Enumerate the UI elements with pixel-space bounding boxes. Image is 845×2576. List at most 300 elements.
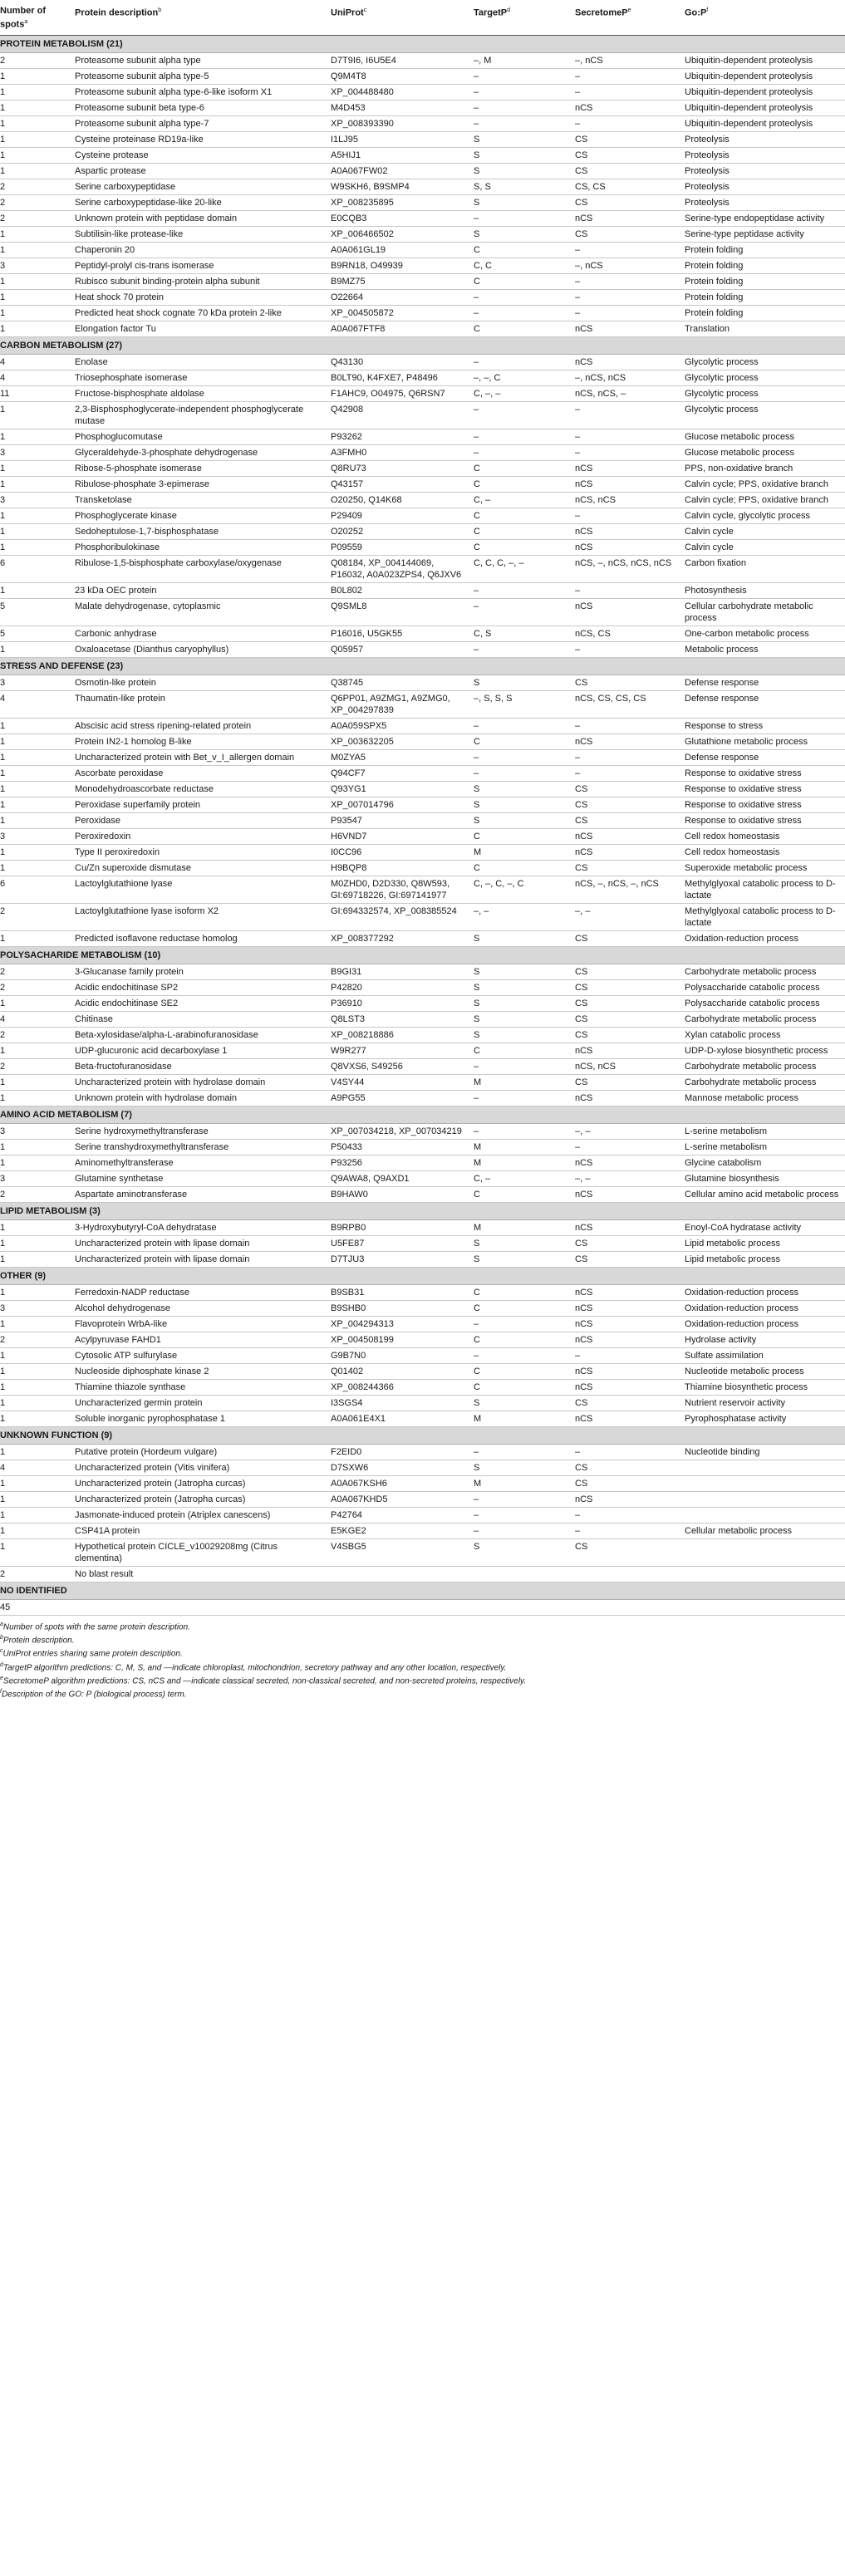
cell-description: CSP41A protein (75, 1523, 331, 1538)
cell-gop: Glycolytic process (685, 370, 845, 385)
section-title: NO IDENTIFIED (0, 1582, 845, 1599)
cell-targetp: – (474, 582, 575, 598)
table-row (0, 68, 845, 84)
table-row (0, 1011, 845, 1027)
cell-uniprot: E5KGE2 (331, 1523, 474, 1538)
cell-targetp: S (474, 964, 575, 979)
cell-gop: Calvin cycle; PPS, oxidative branch (685, 476, 845, 492)
cell-targetp: C, – (474, 1170, 575, 1186)
cell-secretomep: nCS (575, 354, 685, 370)
section-title: POLYSACHARIDE METABOLISM (10) (0, 946, 845, 964)
cell-gop: Cellular amino acid metabolic process (685, 1186, 845, 1202)
cell-gop: Cellular metabolic process (685, 1523, 845, 1538)
cell-secretomep: nCS, nCS (575, 1058, 685, 1074)
cell-secretomep: nCS (575, 1332, 685, 1347)
cell-targetp: – (474, 305, 575, 321)
table-row (0, 598, 845, 626)
cell-description: Peroxidase superfamily protein (75, 797, 331, 812)
table-row (0, 1300, 845, 1316)
cell-gop: Cellular carbohydrate metabolic process (685, 598, 845, 626)
cell-gop: Polysaccharide catabolic process (685, 979, 845, 995)
table-row (0, 539, 845, 555)
cell-uniprot (331, 1566, 474, 1582)
cell-targetp: – (474, 210, 575, 226)
cell-secretomep: nCS (575, 598, 685, 626)
cell-spots: 11 (0, 385, 75, 401)
cell-description: Peroxidase (75, 812, 331, 828)
cell-targetp: S (474, 1235, 575, 1251)
cell-targetp: S (474, 163, 575, 179)
cell-gop: Superoxide metabolic process (685, 860, 845, 876)
cell-targetp: – (474, 1444, 575, 1460)
cell-secretomep: CS (575, 1460, 685, 1475)
cell-uniprot: Q8RU73 (331, 460, 474, 476)
cell-secretomep: – (575, 1347, 685, 1363)
cell-gop: Translation (685, 321, 845, 336)
cell-spots: 2 (0, 52, 75, 68)
cell-gop: Carbohydrate metabolic process (685, 1011, 845, 1027)
cell-secretomep: CS (575, 995, 685, 1011)
section-title: CARBON METABOLISM (27) (0, 336, 845, 354)
cell-targetp: S (474, 226, 575, 242)
cell-targetp: C (474, 242, 575, 258)
cell-uniprot: I1LJ95 (331, 131, 474, 147)
cell-description: Beta-xylosidase/alpha-L-arabinofuranosidase (75, 1027, 331, 1043)
cell-secretomep: – (575, 401, 685, 429)
table-row (0, 1316, 845, 1332)
cell-spots: 1 (0, 84, 75, 100)
cell-description: Soluble inorganic pyrophosphatase 1 (75, 1411, 331, 1426)
cell-spots: 1 (0, 163, 75, 179)
cell-targetp: – (474, 429, 575, 444)
cell-spots: 2 (0, 1566, 75, 1582)
cell-secretomep: CS (575, 1395, 685, 1411)
cell-spots: 1 (0, 115, 75, 131)
cell-secretomep: CS (575, 860, 685, 876)
cell-secretomep: nCS (575, 1186, 685, 1202)
cell-uniprot: P16016, U5GK55 (331, 626, 474, 641)
cell-uniprot: XP_008235895 (331, 194, 474, 210)
cell-description: Aminomethyltransferase (75, 1155, 331, 1170)
cell-secretomep: – (575, 508, 685, 523)
cell-description: Thaumatin-like protein (75, 690, 331, 718)
cell-uniprot: D7TJU3 (331, 1251, 474, 1267)
cell-description: Cytosolic ATP sulfurylase (75, 1347, 331, 1363)
cell-spots: 1 (0, 131, 75, 147)
cell-targetp: –, – (474, 903, 575, 930)
cell-spots: 1 (0, 460, 75, 476)
cell-targetp: C (474, 273, 575, 289)
cell-spots: 3 (0, 492, 75, 508)
table-row (0, 476, 845, 492)
cell-secretomep: nCS, CS (575, 626, 685, 641)
header-uniprot: UniProt$^c$ (331, 3, 474, 35)
cell-uniprot: H6VND7 (331, 828, 474, 844)
cell-uniprot: XP_007034218, XP_007034219 (331, 1123, 474, 1139)
table-row (0, 1379, 845, 1395)
cell-secretomep: CS (575, 1251, 685, 1267)
cell-targetp: M (474, 1411, 575, 1426)
table-row (0, 242, 845, 258)
cell-spots: 5 (0, 626, 75, 641)
cell-spots: 2 (0, 194, 75, 210)
cell-secretomep: – (575, 242, 685, 258)
cell-spots: 2 (0, 1058, 75, 1074)
cell-gop: Glycolytic process (685, 354, 845, 370)
cell-spots: 1 (0, 844, 75, 860)
cell-targetp: S (474, 797, 575, 812)
table-row (0, 147, 845, 163)
table-row (0, 226, 845, 242)
header-spots: Number of spots$^a$ (0, 3, 75, 35)
table-row (0, 52, 845, 68)
table-row (0, 876, 845, 903)
cell-gop: Glutathione metabolic process (685, 734, 845, 749)
cell-gop: Mannose metabolic process (685, 1090, 845, 1106)
cell-gop: Protein folding (685, 258, 845, 273)
cell-gop: Lipid metabolic process (685, 1251, 845, 1267)
cell-gop: UDP-D-xylose biosynthetic process (685, 1043, 845, 1058)
table-row (0, 781, 845, 797)
cell-description: Fructose-bisphosphate aldolase (75, 385, 331, 401)
cell-uniprot: B9RPB0 (331, 1219, 474, 1235)
cell-uniprot: B9SHB0 (331, 1300, 474, 1316)
cell-description: Beta-fructofuranosidase (75, 1058, 331, 1074)
table-row (0, 370, 845, 385)
cell-description: Unknown protein with peptidase domain (75, 210, 331, 226)
cell-uniprot: B9SB31 (331, 1284, 474, 1300)
cell-secretomep: nCS (575, 1090, 685, 1106)
cell-uniprot: O20250, Q14K68 (331, 492, 474, 508)
cell-gop: Glutamine biosynthesis (685, 1170, 845, 1186)
table-row (0, 194, 845, 210)
table-row (0, 626, 845, 641)
cell-secretomep: nCS, nCS, – (575, 385, 685, 401)
table-row (0, 844, 845, 860)
cell-targetp (474, 1566, 575, 1582)
cell-uniprot: M0ZHD0, D2D330, Q8W593, GI:69718226, GI:697141977 (331, 876, 474, 903)
header-gop: $Go:P^f$ (685, 3, 845, 35)
cell-uniprot: B9MZ75 (331, 273, 474, 289)
cell-secretomep: CS (575, 1235, 685, 1251)
cell-gop: Carbohydrate metabolic process (685, 1074, 845, 1090)
cell-description: Uncharacterized germin protein (75, 1395, 331, 1411)
footnote (0, 1673, 845, 1686)
cell-spots: 1 (0, 641, 75, 657)
footnote-text: Number of spots with the same protein description. (2, 1622, 191, 1631)
cell-uniprot: M4D453 (331, 100, 474, 115)
cell-uniprot: B9HAW0 (331, 1186, 474, 1202)
cell-description: Ribulose-1,5-bisphosphate carboxylase/oxygenase (75, 555, 331, 582)
cell-targetp: – (474, 1523, 575, 1538)
cell-description: Thiamine thiazole synthase (75, 1379, 331, 1395)
cell-secretomep: nCS (575, 539, 685, 555)
cell-secretomep: – (575, 273, 685, 289)
cell-secretomep: CS (575, 1074, 685, 1090)
cell-uniprot: XP_008218886 (331, 1027, 474, 1043)
table-row (0, 860, 845, 876)
footnote-marker: d (0, 1661, 3, 1668)
cell-uniprot: XP_006466502 (331, 226, 474, 242)
cell-secretomep: CS (575, 964, 685, 979)
section-header (0, 336, 845, 354)
table-row (0, 1155, 845, 1170)
section-header (0, 1106, 845, 1123)
cell-gop: Cell redox homeostasis (685, 844, 845, 860)
table-row (0, 1027, 845, 1043)
cell-uniprot: P29409 (331, 508, 474, 523)
cell-secretomep: – (575, 1523, 685, 1538)
cell-uniprot: A3FMH0 (331, 444, 474, 460)
cell-secretomep: CS (575, 226, 685, 242)
cell-spots: 1 (0, 1235, 75, 1251)
cell-spots: 3 (0, 444, 75, 460)
cell-uniprot: A0A067FW02 (331, 163, 474, 179)
cell-spots: 1 (0, 508, 75, 523)
cell-uniprot: XP_004508199 (331, 1332, 474, 1347)
footnote-text: Description of the GO: P (biological process) term. (1, 1690, 187, 1700)
cell-secretomep: CS (575, 1475, 685, 1491)
table-row (0, 163, 845, 179)
cell-targetp: S (474, 1027, 575, 1043)
cell-gop (685, 1491, 845, 1507)
cell-secretomep: –, – (575, 1123, 685, 1139)
cell-spots: 3 (0, 675, 75, 690)
table-row (0, 115, 845, 131)
cell-uniprot: P09559 (331, 539, 474, 555)
cell-description: Elongation factor Tu (75, 321, 331, 336)
cell-description: Uncharacterized protein with hydrolase domain (75, 1074, 331, 1090)
cell-secretomep: nCS (575, 1284, 685, 1300)
cell-gop: L-serine metabolism (685, 1123, 845, 1139)
cell-targetp: S (474, 194, 575, 210)
cell-targetp: S (474, 147, 575, 163)
footnote-marker: e (0, 1675, 3, 1681)
cell-uniprot: P42764 (331, 1507, 474, 1523)
cell-spots: 2 (0, 210, 75, 226)
cell-gop: Glucose metabolic process (685, 444, 845, 460)
cell-uniprot: A0A061GL19 (331, 242, 474, 258)
cell-description: Ascorbate peroxidase (75, 765, 331, 781)
cell-description: Proteasome subunit alpha type-5 (75, 68, 331, 84)
cell-spots: 1 (0, 1491, 75, 1507)
cell-gop: Oxidation-reduction process (685, 1300, 845, 1316)
cell-secretomep: CS (575, 1011, 685, 1027)
cell-spots: 2 (0, 979, 75, 995)
cell-gop: Glucose metabolic process (685, 429, 845, 444)
cell-gop: Polysaccharide catabolic process (685, 995, 845, 1011)
footnote-text: UniProt entries sharing same protein description. (2, 1649, 183, 1659)
cell-spots: 45 (0, 1599, 75, 1615)
cell-secretomep: – (575, 641, 685, 657)
cell-description: UDP-glucuronic acid decarboxylase 1 (75, 1043, 331, 1058)
table-row (0, 1411, 845, 1426)
table-row (0, 1538, 845, 1566)
table-row (0, 903, 845, 930)
cell-spots: 2 (0, 1186, 75, 1202)
cell-spots: 1 (0, 1379, 75, 1395)
table-row (0, 354, 845, 370)
cell-spots: 1 (0, 1363, 75, 1379)
cell-targetp: M (474, 1074, 575, 1090)
table-row (0, 429, 845, 444)
cell-description: Glutamine synthetase (75, 1170, 331, 1186)
cell-description: Acylpyruvase FAHD1 (75, 1332, 331, 1347)
table-row (0, 1347, 845, 1363)
cell-targetp: – (474, 68, 575, 84)
cell-gop: Calvin cycle; PPS, oxidative branch (685, 492, 845, 508)
cell-targetp: C (474, 828, 575, 844)
cell-spots: 1 (0, 1395, 75, 1411)
cell-secretomep: nCS (575, 828, 685, 844)
footnote-marker: c (0, 1648, 3, 1655)
cell-targetp: S (474, 1011, 575, 1027)
cell-secretomep: CS (575, 797, 685, 812)
footnote (0, 1686, 845, 1700)
cell-targetp: S, S (474, 179, 575, 194)
cell-targetp: S (474, 995, 575, 1011)
cell-secretomep: –, nCS (575, 258, 685, 273)
cell-secretomep: –, – (575, 1170, 685, 1186)
cell-uniprot: Q01402 (331, 1363, 474, 1379)
cell-uniprot: W9R277 (331, 1043, 474, 1058)
cell-spots: 3 (0, 1300, 75, 1316)
table-row (0, 1491, 845, 1507)
cell-spots: 1 (0, 1347, 75, 1363)
cell-targetp: – (474, 718, 575, 734)
table-body (0, 35, 845, 1615)
cell-secretomep: CS (575, 1027, 685, 1043)
cell-targetp: – (474, 598, 575, 626)
cell-secretomep (575, 1599, 685, 1615)
cell-gop: Nucleotide metabolic process (685, 1363, 845, 1379)
cell-spots: 4 (0, 690, 75, 718)
cell-secretomep: – (575, 289, 685, 305)
cell-uniprot: Q43130 (331, 354, 474, 370)
cell-uniprot: XP_008393390 (331, 115, 474, 131)
cell-spots: 6 (0, 555, 75, 582)
section-title: AMINO ACID METABOLISM (7) (0, 1106, 845, 1123)
cell-spots: 1 (0, 100, 75, 115)
cell-gop: Glycine catabolism (685, 1155, 845, 1170)
cell-secretomep: CS (575, 930, 685, 946)
section-header (0, 1202, 845, 1219)
cell-description: Lactoylglutathione lyase isoform X2 (75, 903, 331, 930)
cell-uniprot: Q93YG1 (331, 781, 474, 797)
cell-gop (685, 1475, 845, 1491)
cell-secretomep: nCS (575, 1411, 685, 1426)
cell-spots: 1 (0, 305, 75, 321)
table-row (0, 321, 845, 336)
cell-spots: 1 (0, 1411, 75, 1426)
table-row (0, 749, 845, 765)
cell-spots: 1 (0, 242, 75, 258)
cell-gop: Nucleotide binding (685, 1444, 845, 1460)
cell-spots: 1 (0, 812, 75, 828)
cell-gop: Hydrolase activity (685, 1332, 845, 1347)
cell-gop: Calvin cycle, glycolytic process (685, 508, 845, 523)
cell-description: Alcohol dehydrogenase (75, 1300, 331, 1316)
cell-uniprot: O22664 (331, 289, 474, 305)
cell-spots: 1 (0, 321, 75, 336)
cell-targetp: M (474, 844, 575, 860)
cell-uniprot: XP_004488480 (331, 84, 474, 100)
cell-targetp: – (474, 115, 575, 131)
cell-targetp: M (474, 1219, 575, 1235)
table-row (0, 523, 845, 539)
table-row (0, 1507, 845, 1523)
cell-targetp: – (474, 354, 575, 370)
table-row (0, 964, 845, 979)
table-row (0, 979, 845, 995)
cell-uniprot: XP_004505872 (331, 305, 474, 321)
table-row (0, 582, 845, 598)
cell-gop: Proteolysis (685, 131, 845, 147)
table-row (0, 1219, 845, 1235)
cell-targetp: C (474, 734, 575, 749)
cell-gop: Oxidation-reduction process (685, 930, 845, 946)
cell-description: Sedoheptulose-1,7-bisphosphatase (75, 523, 331, 539)
table-row (0, 84, 845, 100)
cell-secretomep: nCS (575, 1316, 685, 1332)
cell-spots: 2 (0, 1332, 75, 1347)
cell-uniprot: M0ZYA5 (331, 749, 474, 765)
cell-targetp: C, C (474, 258, 575, 273)
table-row (0, 1235, 845, 1251)
cell-targetp: C, – (474, 492, 575, 508)
cell-secretomep: CS (575, 163, 685, 179)
cell-targetp: M (474, 1139, 575, 1155)
cell-description: Osmotin-like protein (75, 675, 331, 690)
footnote (0, 1619, 845, 1632)
section-title: STRESS AND DEFENSE (23) (0, 657, 845, 675)
cell-spots: 1 (0, 1219, 75, 1235)
table-row (0, 1123, 845, 1139)
cell-uniprot: I0CC96 (331, 844, 474, 860)
cell-uniprot: O20252 (331, 523, 474, 539)
cell-secretomep (575, 1566, 685, 1582)
footnote-marker: b (0, 1634, 3, 1641)
cell-gop: Ubiquitin-dependent proteolysis (685, 84, 845, 100)
cell-description: Monodehydroascorbate reductase (75, 781, 331, 797)
cell-secretomep: nCS (575, 1219, 685, 1235)
cell-secretomep: nCS (575, 1363, 685, 1379)
cell-targetp: – (474, 1507, 575, 1523)
cell-targetp: S (474, 1251, 575, 1267)
cell-description: Peroxiredoxin (75, 828, 331, 844)
cell-gop (685, 1599, 845, 1615)
cell-targetp: C, –, – (474, 385, 575, 401)
cell-spots: 3 (0, 1170, 75, 1186)
cell-targetp: C (474, 523, 575, 539)
table-row (0, 828, 845, 844)
cell-description: Nucleoside diphosphate kinase 2 (75, 1363, 331, 1379)
cell-description: Uncharacterized protein with Bet_v_I_allergen domain (75, 749, 331, 765)
table-row (0, 258, 845, 273)
cell-description: Cu/Zn superoxide dismutase (75, 860, 331, 876)
cell-targetp: C (474, 1332, 575, 1347)
cell-spots: 3 (0, 828, 75, 844)
cell-targetp: –, –, C (474, 370, 575, 385)
cell-description: Serine carboxypeptidase (75, 179, 331, 194)
table-row (0, 385, 845, 401)
cell-secretomep: –, nCS, nCS (575, 370, 685, 385)
cell-secretomep: – (575, 84, 685, 100)
table-row (0, 797, 845, 812)
section-header (0, 1582, 845, 1599)
table-row (0, 1460, 845, 1475)
cell-description: 3-Glucanase family protein (75, 964, 331, 979)
